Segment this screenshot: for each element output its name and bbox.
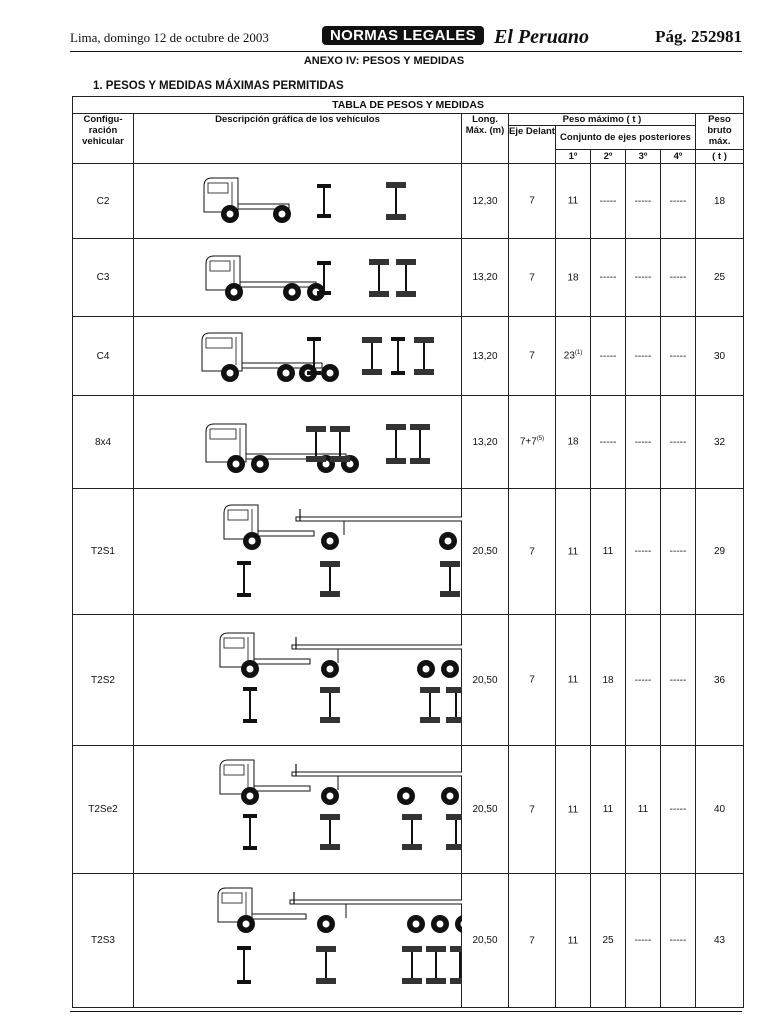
axle-1-value: 11: [567, 804, 579, 816]
vehicle-diagram: [134, 615, 462, 745]
axle-1-value: 23: [563, 350, 575, 362]
cell-length: 13,20: [462, 317, 509, 396]
cell-front-axle: [509, 615, 556, 746]
publication-date: Lima, domingo 12 de octubre de 2003: [70, 30, 269, 45]
cell-gross: 25: [696, 239, 744, 317]
cell-config: T2S2: [73, 615, 134, 746]
cell-axle-1: [556, 746, 591, 874]
cell-axle-1: [556, 317, 591, 396]
cell-axle-3: -----: [626, 615, 661, 746]
cell-config: 8x4: [73, 396, 134, 489]
axle-1-value: 11: [567, 674, 579, 686]
cell-length: 13,20: [462, 396, 509, 489]
cell-axle-2: -----: [591, 239, 626, 317]
cell-length: 20,50: [462, 874, 509, 1008]
table-caption: TABLA DE PESOS Y MEDIDAS: [73, 97, 744, 114]
vehicle-diagram-cell: [134, 317, 462, 396]
cell-axle-4: -----: [661, 317, 696, 396]
header-gross-unit: ( t ): [696, 150, 744, 164]
cell-axle-3: -----: [626, 164, 661, 239]
table-row: [73, 396, 744, 489]
vehicle-diagram: [134, 489, 462, 614]
cell-axle-4: -----: [661, 874, 696, 1008]
cell-gross: 29: [696, 489, 744, 615]
footer-rule: [70, 1011, 742, 1012]
front-axle-value: 7: [529, 272, 535, 284]
cell-front-axle: [509, 164, 556, 239]
cell-front-axle: [509, 396, 556, 489]
cell-axle-2: 25: [591, 874, 626, 1008]
table-row: [73, 874, 744, 1008]
cell-config: C3: [73, 239, 134, 317]
vehicle-diagram-cell: [134, 746, 462, 874]
cell-length: 20,50: [462, 615, 509, 746]
cell-length: 12,30: [462, 164, 509, 239]
annex-title: ANEXO IV: PESOS Y MEDIDAS: [303, 55, 465, 67]
cell-axle-4: -----: [661, 615, 696, 746]
cell-axle-4: -----: [661, 396, 696, 489]
cell-axle-3: 11: [626, 746, 661, 874]
cell-axle-4: -----: [661, 239, 696, 317]
header-description: Descripción gráfica de los vehículos: [134, 114, 462, 164]
cell-axle-3: -----: [626, 489, 661, 615]
cell-axle-3: -----: [626, 239, 661, 317]
axle-1-value: 18: [567, 436, 579, 448]
cell-length: 13,20: [462, 239, 509, 317]
front-axle-value: 7: [529, 804, 535, 816]
vehicle-diagram: [134, 239, 462, 316]
cell-axle-1: [556, 164, 591, 239]
cell-axle-3: -----: [626, 396, 661, 489]
cell-config: T2S3: [73, 874, 134, 1008]
cell-gross: 43: [696, 874, 744, 1008]
header-max-weight: Peso máximo ( t ): [509, 114, 696, 126]
cell-axle-1: [556, 615, 591, 746]
cell-axle-3: -----: [626, 317, 661, 396]
cell-gross: 36: [696, 615, 744, 746]
vehicle-diagram-cell: [134, 489, 462, 615]
table-row: [73, 239, 744, 317]
vehicle-diagram-cell: [134, 164, 462, 239]
vehicle-diagram: [134, 874, 462, 1007]
axle-1-value: 11: [567, 195, 579, 207]
vehicle-diagram: [134, 164, 462, 238]
cell-axle-2: 11: [591, 489, 626, 615]
cell-length: 20,50: [462, 746, 509, 874]
axle-1-value: 11: [567, 935, 579, 947]
axle-1-value: 11: [567, 546, 579, 558]
header-axle-3: 3º: [626, 150, 661, 164]
cell-gross: 30: [696, 317, 744, 396]
cell-length: 20,50: [462, 489, 509, 615]
cell-axle-4: -----: [661, 164, 696, 239]
cell-axle-1: [556, 396, 591, 489]
cell-gross: 32: [696, 396, 744, 489]
cell-axle-2: -----: [591, 317, 626, 396]
cell-front-axle: [509, 239, 556, 317]
front-axle-value: 7: [529, 935, 535, 947]
vehicle-diagram-cell: [134, 615, 462, 746]
cell-config: T2Se2: [73, 746, 134, 874]
cell-config: C2: [73, 164, 134, 239]
header-gross: Peso bruto máx.: [696, 114, 744, 150]
table-row: [73, 746, 744, 874]
cell-axle-1: [556, 239, 591, 317]
cell-axle-1: [556, 874, 591, 1008]
vehicle-diagram-cell: [134, 874, 462, 1008]
cell-axle-1: [556, 489, 591, 615]
cell-front-axle: [509, 317, 556, 396]
front-axle-value: 7: [529, 546, 535, 558]
page-number: Pág. 252981: [655, 27, 742, 46]
vehicle-diagram: [134, 396, 462, 488]
header-front-axle: Eje Delant: [509, 126, 556, 164]
header-length: Long. Máx. (m): [462, 114, 509, 164]
table-row: [73, 615, 744, 746]
cell-axle-3: -----: [626, 874, 661, 1008]
table-row: [73, 164, 744, 239]
cell-axle-2: 18: [591, 615, 626, 746]
cell-config: C4: [73, 317, 134, 396]
front-axle-value: 7+7: [519, 436, 537, 448]
cell-front-axle: [509, 874, 556, 1008]
cell-config: T2S1: [73, 489, 134, 615]
vehicle-diagram: [134, 746, 462, 873]
cell-axle-4: -----: [661, 489, 696, 615]
front-axle-value: 7: [529, 350, 535, 362]
axle-1-value: 18: [567, 272, 579, 284]
header-axle-1: 1º: [556, 150, 591, 164]
weights-measures-table: [72, 96, 744, 1008]
cell-axle-4: -----: [661, 746, 696, 874]
header-axle-2: 2º: [591, 150, 626, 164]
cell-gross: 40: [696, 746, 744, 874]
front-axle-note: (5): [536, 436, 545, 443]
table-row: [73, 489, 744, 615]
header-rule: [70, 51, 742, 52]
vehicle-diagram: [134, 317, 462, 395]
cell-gross: 18: [696, 164, 744, 239]
page-header: [70, 26, 742, 52]
header-rear-axles: Conjunto de ejes posteriores: [556, 126, 696, 150]
newspaper-logo: El Peruano: [494, 26, 590, 48]
cell-axle-2: -----: [591, 396, 626, 489]
axle-1-note: (1): [574, 350, 583, 357]
table-row: [73, 317, 744, 396]
header-config: Configu- ración vehicular: [73, 114, 134, 164]
cell-axle-2: 11: [591, 746, 626, 874]
header-axle-4: 4º: [661, 150, 696, 164]
front-axle-value: 7: [529, 195, 535, 207]
cell-front-axle: [509, 746, 556, 874]
cell-axle-2: -----: [591, 164, 626, 239]
front-axle-value: 7: [529, 674, 535, 686]
vehicle-diagram-cell: [134, 239, 462, 317]
vehicle-diagram-cell: [134, 396, 462, 489]
section-brand: NORMAS LEGALES: [322, 26, 484, 45]
section-title: 1. PESOS Y MEDIDAS MÁXIMAS PERMITIDAS: [93, 80, 344, 92]
cell-front-axle: [509, 489, 556, 615]
